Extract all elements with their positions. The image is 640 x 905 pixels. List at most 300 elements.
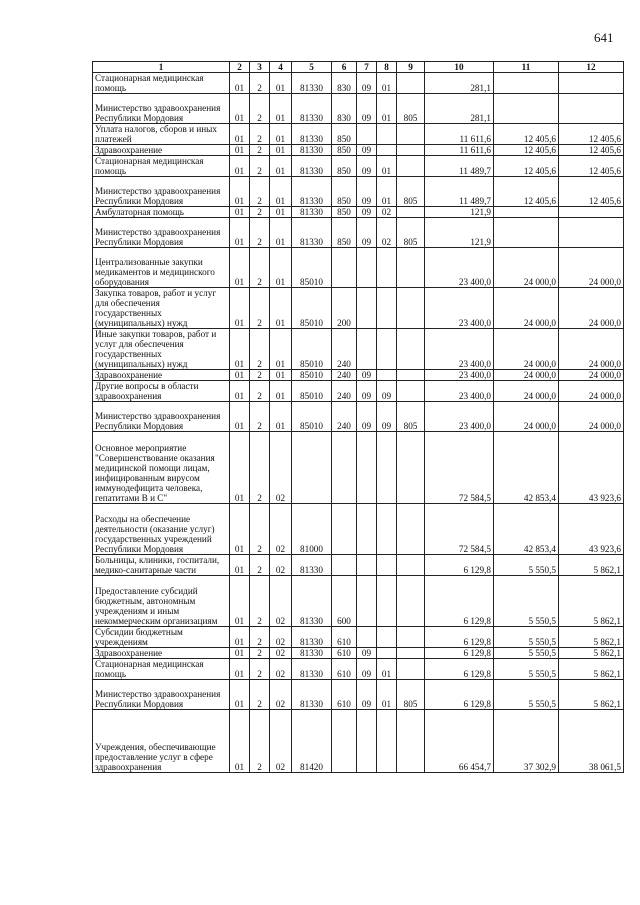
cell-code: 2 <box>250 381 270 402</box>
cell-code: 01 <box>270 370 292 381</box>
cell-code: 02 <box>270 432 292 504</box>
cell-amount: 5 862,1 <box>559 648 624 659</box>
cell-code: 01 <box>270 156 292 177</box>
cell-code: 2 <box>250 207 270 218</box>
column-header: 8 <box>377 62 397 73</box>
cell-code: 805 <box>397 218 425 248</box>
cell-name: Учреждения, обеспечивающие предоставление услуг в сфере здравоохранения <box>93 710 230 773</box>
table-row <box>93 288 624 329</box>
cell-amount: 66 454,7 <box>425 710 494 773</box>
table-row <box>93 576 624 627</box>
cell-amount: 12 405,6 <box>559 124 624 145</box>
cell-amount: 5 550,5 <box>494 648 559 659</box>
cell-code: 610 <box>332 680 357 710</box>
cell-code <box>377 627 397 648</box>
column-header: 2 <box>230 62 250 73</box>
cell-code: 805 <box>397 402 425 432</box>
cell-code <box>357 710 377 773</box>
cell-amount: 23 400,0 <box>425 402 494 432</box>
cell-code: 01 <box>270 207 292 218</box>
cell-code: 01 <box>230 370 250 381</box>
cell-code <box>397 156 425 177</box>
cell-code <box>377 432 397 504</box>
cell-name: Здравоохранение <box>93 145 230 156</box>
cell-code: 2 <box>250 402 270 432</box>
cell-code <box>357 627 377 648</box>
cell-code: 2 <box>250 218 270 248</box>
cell-name: Расходы на обеспечение деятельности (оказание услуг) государственных учреждений Республики Мордовия <box>93 504 230 555</box>
cell-amount <box>494 218 559 248</box>
cell-name: Стационарная медицинская помощь <box>93 156 230 177</box>
cell-code: 850 <box>332 207 357 218</box>
cell-code: 09 <box>357 680 377 710</box>
cell-amount: 23 400,0 <box>425 381 494 402</box>
cell-code: 2 <box>250 73 270 94</box>
column-header: 5 <box>292 62 332 73</box>
column-header: 1 <box>93 62 230 73</box>
cell-code: 02 <box>270 648 292 659</box>
column-header: 12 <box>559 62 624 73</box>
cell-amount: 12 405,6 <box>559 145 624 156</box>
cell-code <box>397 710 425 773</box>
cell-code: 2 <box>250 124 270 145</box>
cell-code: 85010 <box>292 402 332 432</box>
cell-code <box>397 288 425 329</box>
cell-amount: 24 000,0 <box>494 381 559 402</box>
cell-amount: 12 405,6 <box>559 156 624 177</box>
cell-amount: 121,9 <box>425 218 494 248</box>
cell-amount <box>494 73 559 94</box>
cell-code <box>332 504 357 555</box>
cell-code: 2 <box>250 432 270 504</box>
table-row <box>93 710 624 773</box>
cell-code: 01 <box>270 381 292 402</box>
cell-amount: 12 405,6 <box>494 145 559 156</box>
cell-code <box>332 432 357 504</box>
cell-code <box>292 432 332 504</box>
cell-code: 09 <box>357 659 377 680</box>
cell-amount: 6 129,8 <box>425 576 494 627</box>
budget-table <box>92 61 624 773</box>
cell-amount: 24 000,0 <box>559 402 624 432</box>
cell-code: 02 <box>270 710 292 773</box>
cell-code: 01 <box>377 73 397 94</box>
cell-code: 01 <box>230 94 250 124</box>
cell-code: 01 <box>270 288 292 329</box>
cell-amount <box>559 94 624 124</box>
cell-name: Другие вопросы в области здравоохранения <box>93 381 230 402</box>
cell-code: 02 <box>270 659 292 680</box>
cell-code: 01 <box>377 680 397 710</box>
cell-amount: 11 611,6 <box>425 124 494 145</box>
cell-code: 01 <box>377 94 397 124</box>
cell-code: 09 <box>357 370 377 381</box>
cell-amount: 42 853,4 <box>494 432 559 504</box>
cell-amount: 12 405,6 <box>494 156 559 177</box>
cell-code <box>397 145 425 156</box>
cell-code: 85010 <box>292 248 332 288</box>
cell-code <box>377 329 397 370</box>
cell-code: 09 <box>377 402 397 432</box>
cell-name: Субсидии бюджетным учреждениям <box>93 627 230 648</box>
cell-amount: 24 000,0 <box>494 402 559 432</box>
cell-code: 01 <box>270 145 292 156</box>
cell-code: 2 <box>250 145 270 156</box>
cell-code: 850 <box>332 156 357 177</box>
cell-code: 850 <box>332 218 357 248</box>
cell-code: 01 <box>230 659 250 680</box>
cell-amount: 11 489,7 <box>425 156 494 177</box>
cell-code: 2 <box>250 177 270 207</box>
cell-code: 09 <box>357 177 377 207</box>
cell-code: 850 <box>332 145 357 156</box>
cell-code: 2 <box>250 94 270 124</box>
cell-amount: 43 923,6 <box>559 504 624 555</box>
table-row <box>93 329 624 370</box>
table-row <box>93 659 624 680</box>
cell-code: 01 <box>230 218 250 248</box>
cell-amount: 23 400,0 <box>425 248 494 288</box>
cell-code: 2 <box>250 659 270 680</box>
cell-name: Закупка товаров, работ и услуг для обеспечения государственных (муниципальных) нужд <box>93 288 230 329</box>
cell-code <box>377 555 397 576</box>
header-row <box>93 62 624 73</box>
cell-amount: 5 862,1 <box>559 659 624 680</box>
cell-code: 01 <box>270 329 292 370</box>
cell-amount: 6 129,8 <box>425 648 494 659</box>
cell-amount: 24 000,0 <box>559 288 624 329</box>
cell-amount: 23 400,0 <box>425 370 494 381</box>
cell-code <box>377 288 397 329</box>
cell-code: 830 <box>332 73 357 94</box>
cell-code: 240 <box>332 370 357 381</box>
cell-name: Больницы, клиники, госпитали, медико-санитарные части <box>93 555 230 576</box>
cell-amount: 5 862,1 <box>559 627 624 648</box>
table-row <box>93 370 624 381</box>
cell-amount: 23 400,0 <box>425 288 494 329</box>
cell-name: Министерство здравоохранения Республики Мордовия <box>93 218 230 248</box>
cell-code: 2 <box>250 370 270 381</box>
cell-code: 01 <box>230 680 250 710</box>
cell-code: 01 <box>377 156 397 177</box>
cell-amount: 5 550,5 <box>494 659 559 680</box>
cell-code: 805 <box>397 177 425 207</box>
cell-code: 01 <box>230 207 250 218</box>
cell-amount: 121,9 <box>425 207 494 218</box>
cell-code <box>377 370 397 381</box>
cell-code: 85010 <box>292 288 332 329</box>
cell-amount <box>494 94 559 124</box>
cell-name: Основное мероприятие "Совершенствование оказания медицинской помощи лицам, инфицированным вирусом иммунодефицита человека, гепатитами В и С" <box>93 432 230 504</box>
cell-code: 01 <box>230 432 250 504</box>
table-row <box>93 156 624 177</box>
cell-code: 85010 <box>292 370 332 381</box>
table-row <box>93 177 624 207</box>
cell-code <box>377 710 397 773</box>
cell-name: Здравоохранение <box>93 648 230 659</box>
cell-code: 02 <box>377 218 397 248</box>
cell-amount: 281,1 <box>425 73 494 94</box>
cell-code: 01 <box>230 627 250 648</box>
cell-code: 610 <box>332 659 357 680</box>
cell-code: 01 <box>230 73 250 94</box>
table-row <box>93 402 624 432</box>
cell-code: 01 <box>230 381 250 402</box>
cell-code: 2 <box>250 248 270 288</box>
cell-code <box>397 73 425 94</box>
cell-code: 01 <box>230 504 250 555</box>
cell-code <box>377 648 397 659</box>
column-header: 10 <box>425 62 494 73</box>
cell-code: 81330 <box>292 648 332 659</box>
cell-amount <box>494 207 559 218</box>
cell-code: 02 <box>270 680 292 710</box>
cell-name: Министерство здравоохранения Республики Мордовия <box>93 402 230 432</box>
cell-code: 2 <box>250 329 270 370</box>
cell-amount: 42 853,4 <box>494 504 559 555</box>
cell-amount: 5 550,5 <box>494 576 559 627</box>
cell-code: 85010 <box>292 329 332 370</box>
cell-code: 01 <box>270 177 292 207</box>
cell-name: Стационарная медицинская помощь <box>93 73 230 94</box>
cell-code: 81330 <box>292 145 332 156</box>
cell-amount: 24 000,0 <box>494 329 559 370</box>
table-row <box>93 207 624 218</box>
cell-code: 85010 <box>292 381 332 402</box>
table-row <box>93 432 624 504</box>
cell-code: 01 <box>270 218 292 248</box>
table-row <box>93 680 624 710</box>
cell-amount: 6 129,8 <box>425 555 494 576</box>
cell-code: 600 <box>332 576 357 627</box>
cell-code: 850 <box>332 177 357 207</box>
cell-code <box>397 207 425 218</box>
cell-code: 09 <box>377 381 397 402</box>
cell-amount: 5 862,1 <box>559 680 624 710</box>
cell-code: 81420 <box>292 710 332 773</box>
cell-amount: 5 862,1 <box>559 576 624 627</box>
cell-code <box>332 710 357 773</box>
cell-code <box>357 329 377 370</box>
column-header: 9 <box>397 62 425 73</box>
cell-code: 81330 <box>292 218 332 248</box>
cell-code <box>357 504 377 555</box>
cell-code: 805 <box>397 680 425 710</box>
cell-code <box>377 248 397 288</box>
cell-code: 81330 <box>292 177 332 207</box>
cell-amount: 72 584,5 <box>425 504 494 555</box>
column-header: 3 <box>250 62 270 73</box>
table-row <box>93 94 624 124</box>
cell-code: 805 <box>397 94 425 124</box>
cell-amount: 24 000,0 <box>559 381 624 402</box>
table-row <box>93 627 624 648</box>
cell-amount: 24 000,0 <box>494 370 559 381</box>
cell-name: Министерство здравоохранения Республики Мордовия <box>93 177 230 207</box>
cell-code: 81330 <box>292 576 332 627</box>
table-body <box>93 73 624 773</box>
cell-code: 02 <box>270 576 292 627</box>
cell-amount: 37 302,9 <box>494 710 559 773</box>
cell-name: Министерство здравоохранения Республики Мордовия <box>93 680 230 710</box>
column-header: 11 <box>494 62 559 73</box>
cell-code: 01 <box>230 177 250 207</box>
cell-amount: 5 550,5 <box>494 680 559 710</box>
cell-code: 81000 <box>292 504 332 555</box>
cell-code: 81330 <box>292 659 332 680</box>
cell-code <box>357 288 377 329</box>
column-header: 6 <box>332 62 357 73</box>
cell-amount <box>559 218 624 248</box>
page-number: 641 <box>594 30 614 45</box>
cell-code: 81330 <box>292 124 332 145</box>
cell-code <box>397 248 425 288</box>
cell-code: 01 <box>270 124 292 145</box>
cell-code: 81330 <box>292 555 332 576</box>
cell-code <box>397 381 425 402</box>
cell-code: 09 <box>357 207 377 218</box>
cell-amount: 24 000,0 <box>494 248 559 288</box>
cell-code <box>377 504 397 555</box>
cell-name: Амбулаторная помощь <box>93 207 230 218</box>
cell-code <box>397 329 425 370</box>
cell-code: 09 <box>357 648 377 659</box>
cell-amount: 12 405,6 <box>559 177 624 207</box>
cell-code <box>397 432 425 504</box>
cell-code: 01 <box>270 248 292 288</box>
cell-code <box>397 555 425 576</box>
cell-name: Уплата налогов, сборов и иных платежей <box>93 124 230 145</box>
cell-code <box>332 555 357 576</box>
cell-code <box>357 555 377 576</box>
cell-amount: 23 400,0 <box>425 329 494 370</box>
cell-code: 01 <box>377 177 397 207</box>
cell-code: 2 <box>250 156 270 177</box>
cell-code: 01 <box>377 659 397 680</box>
cell-code: 09 <box>357 156 377 177</box>
cell-code <box>377 124 397 145</box>
cell-code <box>397 627 425 648</box>
cell-code <box>357 248 377 288</box>
cell-code <box>397 648 425 659</box>
cell-code <box>377 576 397 627</box>
cell-amount: 281,1 <box>425 94 494 124</box>
cell-name: Здравоохранение <box>93 370 230 381</box>
cell-code: 01 <box>230 124 250 145</box>
column-header: 4 <box>270 62 292 73</box>
cell-code: 81330 <box>292 156 332 177</box>
cell-code: 09 <box>357 145 377 156</box>
cell-code: 2 <box>250 555 270 576</box>
cell-code <box>397 659 425 680</box>
cell-code <box>357 432 377 504</box>
cell-code: 01 <box>270 94 292 124</box>
table-row <box>93 648 624 659</box>
cell-code: 2 <box>250 680 270 710</box>
cell-amount <box>559 207 624 218</box>
cell-amount: 24 000,0 <box>559 329 624 370</box>
cell-code: 01 <box>230 145 250 156</box>
cell-code: 240 <box>332 329 357 370</box>
cell-code <box>357 576 377 627</box>
cell-code: 81330 <box>292 207 332 218</box>
cell-code: 200 <box>332 288 357 329</box>
cell-amount: 5 862,1 <box>559 555 624 576</box>
cell-amount: 24 000,0 <box>559 370 624 381</box>
cell-amount: 12 405,6 <box>494 177 559 207</box>
cell-code: 81330 <box>292 73 332 94</box>
cell-code: 81330 <box>292 680 332 710</box>
cell-code: 2 <box>250 504 270 555</box>
cell-code: 850 <box>332 124 357 145</box>
cell-code: 240 <box>332 381 357 402</box>
cell-name: Предоставление субсидий бюджетным, автономным учреждениям и иным некоммерческим организациям <box>93 576 230 627</box>
cell-amount: 5 550,5 <box>494 627 559 648</box>
cell-amount: 72 584,5 <box>425 432 494 504</box>
cell-code: 2 <box>250 288 270 329</box>
cell-code <box>357 124 377 145</box>
cell-code: 830 <box>332 94 357 124</box>
cell-code: 01 <box>230 402 250 432</box>
cell-code: 02 <box>270 504 292 555</box>
cell-code: 02 <box>270 555 292 576</box>
column-header: 7 <box>357 62 377 73</box>
cell-code: 01 <box>230 648 250 659</box>
cell-name: Иные закупки товаров, работ и услуг для обеспечения государственных (муниципальных) нужд <box>93 329 230 370</box>
table-row <box>93 145 624 156</box>
cell-name: Стационарная медицинская помощь <box>93 659 230 680</box>
cell-code: 09 <box>357 218 377 248</box>
cell-code: 01 <box>230 248 250 288</box>
cell-code: 09 <box>357 94 377 124</box>
cell-code: 2 <box>250 648 270 659</box>
cell-code: 2 <box>250 710 270 773</box>
cell-amount: 11 611,6 <box>425 145 494 156</box>
cell-code: 2 <box>250 576 270 627</box>
table-row <box>93 73 624 94</box>
cell-code: 09 <box>357 381 377 402</box>
cell-code: 01 <box>230 288 250 329</box>
cell-code: 2 <box>250 627 270 648</box>
cell-amount <box>559 73 624 94</box>
cell-code <box>397 576 425 627</box>
cell-code: 610 <box>332 627 357 648</box>
cell-code: 01 <box>230 555 250 576</box>
table-row <box>93 218 624 248</box>
cell-amount: 24 000,0 <box>559 248 624 288</box>
cell-code: 81330 <box>292 94 332 124</box>
table-row <box>93 248 624 288</box>
cell-amount: 6 129,8 <box>425 680 494 710</box>
cell-amount: 43 923,6 <box>559 432 624 504</box>
cell-code: 01 <box>270 402 292 432</box>
cell-amount: 11 489,7 <box>425 177 494 207</box>
cell-code: 01 <box>230 329 250 370</box>
table-header <box>93 62 624 73</box>
cell-amount: 6 129,8 <box>425 659 494 680</box>
cell-code <box>397 504 425 555</box>
cell-code <box>332 248 357 288</box>
cell-name: Централизованные закупки медикаментов и медицинского оборудования <box>93 248 230 288</box>
cell-code: 01 <box>230 710 250 773</box>
cell-code <box>397 124 425 145</box>
table-row <box>93 504 624 555</box>
cell-amount: 6 129,8 <box>425 627 494 648</box>
cell-code: 240 <box>332 402 357 432</box>
cell-code: 01 <box>270 73 292 94</box>
cell-amount: 5 550,5 <box>494 555 559 576</box>
table-row <box>93 124 624 145</box>
